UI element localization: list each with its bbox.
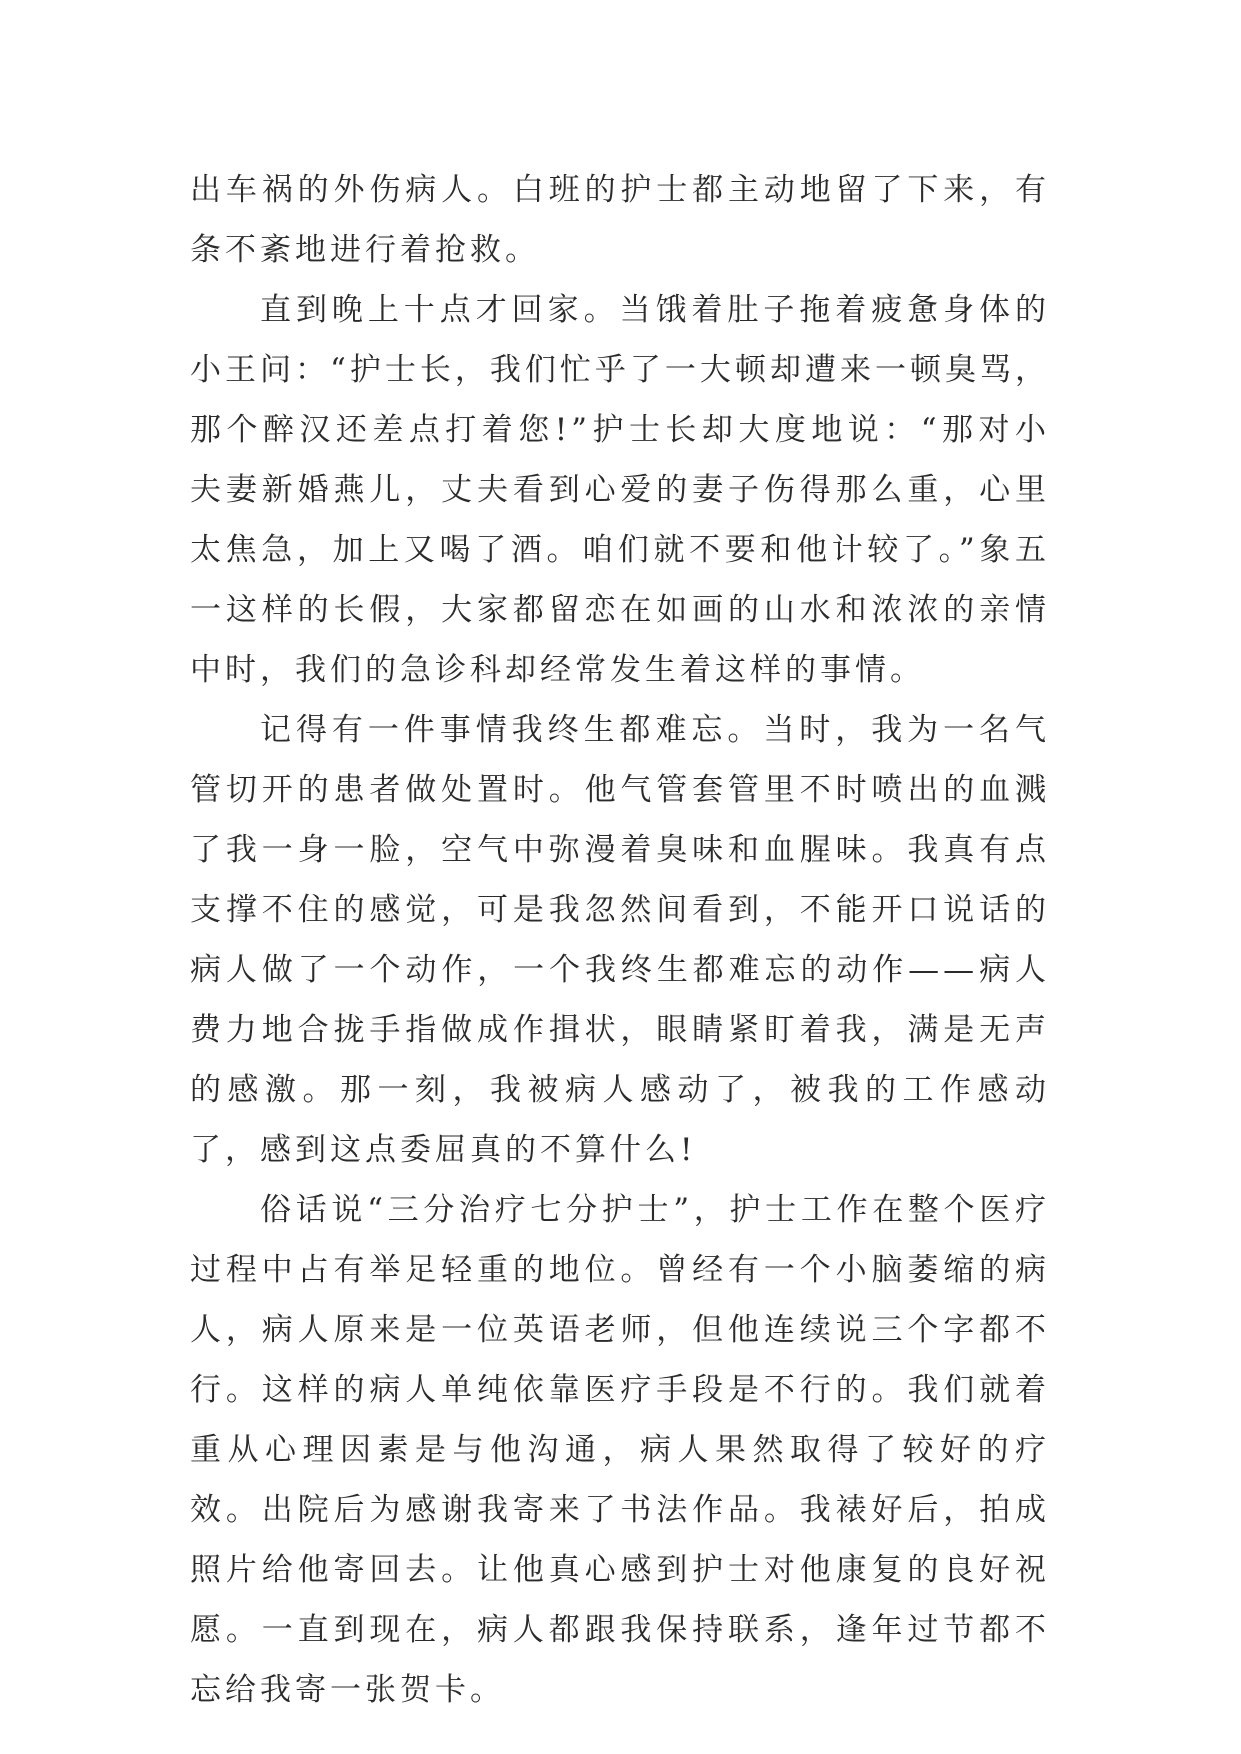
paragraph-2: 直到晚上十点才回家。当饿着肚子拖着疲惫身体的小王问：“护士长，我们忙乎了一大顿却遭来一顿臭骂，那个醉汉还差点打着您!”护士长却大度地说：“那对小夫妻新婚燕儿，丈夫看到心爱的妻子伤得那么重，心里太焦急，加上又喝了酒。咱们就不要和他计较了。”象五一这样的长假，大家都留恋在如画的山水和浓浓的亲情中时，我们的急诊科却经常发生着这样的事情。: [190, 292, 1050, 688]
paragraph-1: 出车祸的外伤病人。白班的护士都主动地留了下来，有条不紊地进行着抢救。: [190, 172, 1050, 268]
paragraph-3: 记得有一件事情我终生都难忘。当时，我为一名气管切开的患者做处置时。他气管套管里不时喷出的血溅了我一身一脸，空气中弥漫着臭味和血腥味。我真有点支撑不住的感觉，可是我忽然间看到，不能开口说话的病人做了一个动作，一个我终生都难忘的动作——病人费力地合拢手指做成作揖状，眼睛紧盯着我，满是无声的感激。那一刻，我被病人感动了，被我的工作感动了，感到这点委屈真的不算什么!: [190, 712, 1050, 1168]
paragraph-4: 俗话说“三分治疗七分护士”，护士工作在整个医疗过程中占有举足轻重的地位。曾经有一个小脑萎缩的病人，病人原来是一位英语老师，但他连续说三个字都不行。这样的病人单纯依靠医疗手段是不行的。我们就着重从心理因素是与他沟通，病人果然取得了较好的疗效。出院后为感谢我寄来了书法作品。我裱好后，拍成照片给他寄回去。让他真心感到护士对他康复的良好祝愿。一直到现在，病人都跟我保持联系，逢年过节都不忘给我寄一张贺卡。: [190, 1192, 1050, 1708]
document-page: [190, 160, 1050, 1720]
